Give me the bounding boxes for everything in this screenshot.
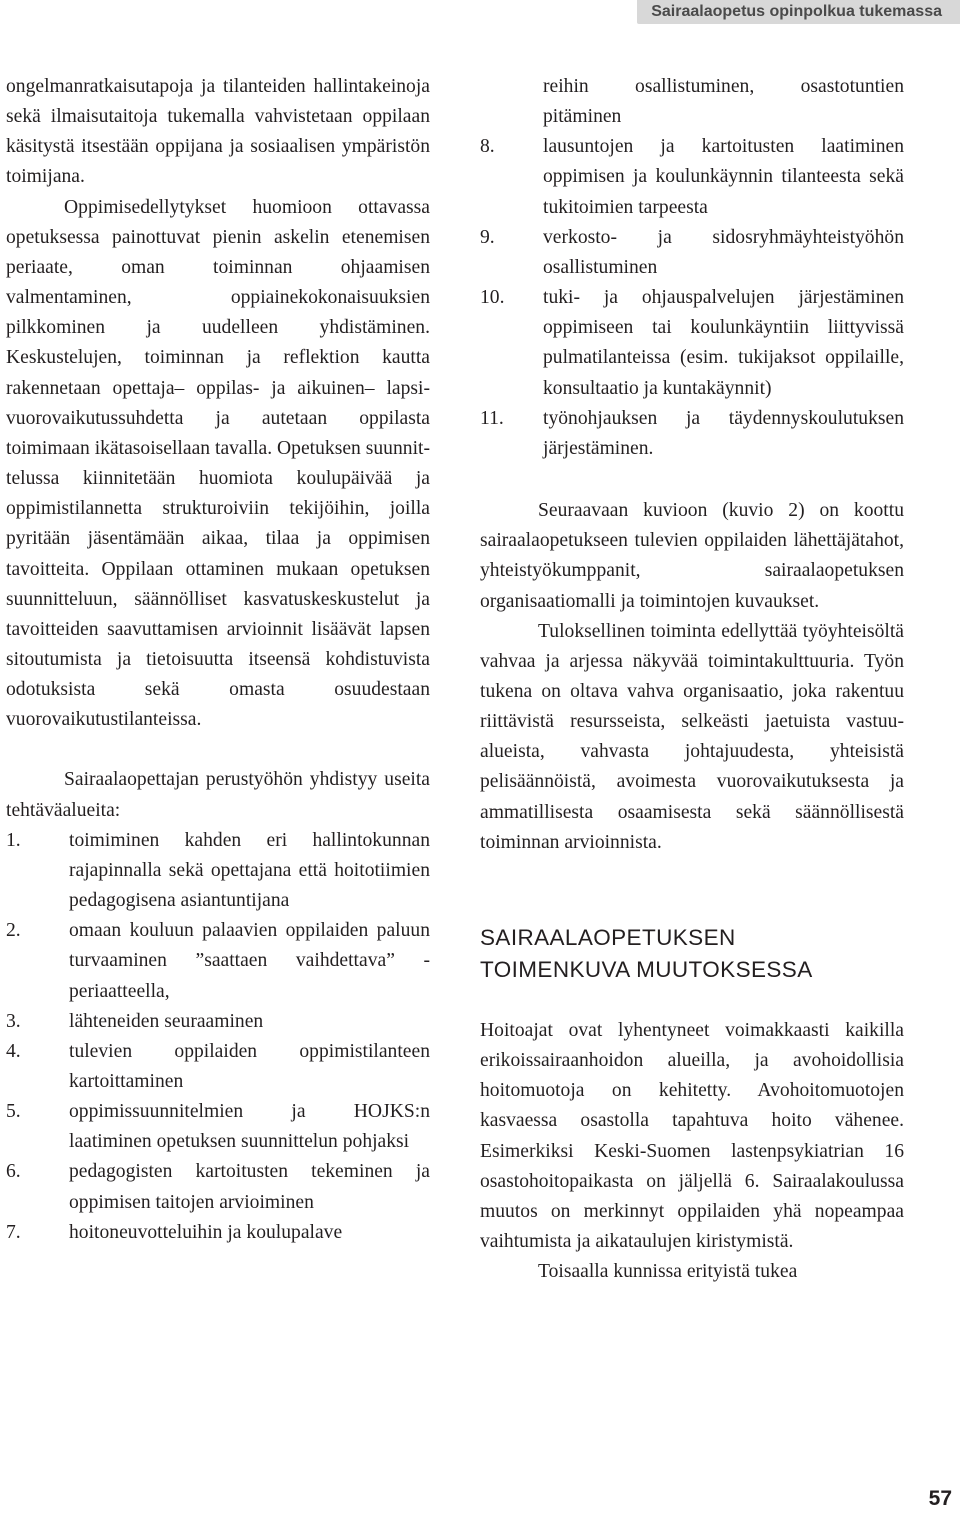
task-list-left xyxy=(6,826,430,1248)
paragraph-oppimisedellytykset: Oppimisedellytykset huomioon ottavassa opetuksessa painottuvat pienin askelin etenemisen periaate, oman toiminnan ohjaamisen valmentaminen, oppiainekokonaisuuksien pilkkominen ja uudelleen yhdistäminen. Keskustelujen, toiminnan ja reflektion kautta rakennetaan opettaja– oppilas- ja aikuinen– lapsi-vuorovaikutussuhdetta ja autetaan oppilasta toimimaan ikätasoisellaan tavalla. Opetuksen suunnittelussa kiinnitetään huomiota koulupäivää ja oppimistilannetta strukturoiviin tekijöihin, joilla pyritään jäsentämään aikaa, tilaa ja oppimisen tavoitteita. Oppilaan ottaminen mukaan opetuksen suunnitteluun, säännölliset kasvatuskeskustelut ja tavoitteiden saavuttamisen arvioinnit lisäävät lapsen sitoutumista ja tietoisuutta itseensä kohdistuvista odotuksista sekä omasta osuudestaan vuorovaikutustilanteissa. xyxy=(6,196,430,731)
list-item-number: 8. xyxy=(480,136,495,158)
spacer xyxy=(480,986,904,1016)
list-item-text: verkosto- ja sidosryhmäyhteistyöhön osallistuminen xyxy=(543,226,904,278)
list-item-text: työnohjauksen ja täydennyskoulutuksen järjestäminen. xyxy=(543,407,904,459)
list-item xyxy=(480,223,904,283)
list-item-number: 6. xyxy=(6,1161,21,1183)
left-column xyxy=(6,72,430,1248)
list-item-number: 9. xyxy=(480,226,495,248)
list-item-number: 5. xyxy=(6,1101,21,1123)
list-item-text: tulevien oppilaiden oppimistilanteen kartoittaminen xyxy=(69,1040,430,1092)
list-item xyxy=(6,1157,430,1217)
right-column xyxy=(480,72,904,1287)
list-item xyxy=(480,404,904,464)
list-item xyxy=(6,1007,430,1037)
section-heading-line-1: SAIRAALAOPETUKSEN xyxy=(480,924,736,950)
list-item-number: 2. xyxy=(6,920,21,942)
paragraph-kuvio: Seuraavaan kuvioon (kuvio 2) on koottu sairaalaopetukseen tulevien oppilaiden lähettäjätahot, yhteistyökumppanit, sairaalaopetuksen organisaatiomalli ja toimintojen kuvaukset. xyxy=(480,500,904,612)
list-item xyxy=(6,1097,430,1157)
paragraph-hoitoajat: Hoitoajat ovat lyhentyneet voimakkaasti kaikilla erikoissairaanhoidon alueilla, ja avohoidollisia hoitomuotoja on kehitetty. Avohoitomuotojen kasvaessa osastolla tapahtuva hoito vähenee. Esimerkiksi Keski-Suomen lastenpsykiatrian 16 osastohoitopaikasta on jäljellä 6. Sairaalakoulussa muutos on merkinnyt oppilaiden yhä nopeampaa vaihtumista ja aikataulujen kiristymistä. xyxy=(480,1019,904,1252)
list-item-text: pedagogisten kartoitusten tekeminen ja oppimisen taitojen arvioiminen xyxy=(69,1161,430,1213)
paragraph-toisaalla: Toisaalla kunnissa erityistä tukea xyxy=(538,1261,798,1283)
list-item-number: 10. xyxy=(480,287,505,309)
list-item-text: tuki- ja ohjauspalvelujen järjestäminen oppimiseen tai koulunkäyntiin liittyvissä pulmatilanteissa (esim. tukijaksot oppilaille, konsultaatio ja kuntakäynnit) xyxy=(543,287,904,399)
list-item-text: toimiminen kahden eri hallintokunnan rajapinnalla sekä opettajana että hoitotiimien pedagogisena asiantuntijana xyxy=(69,829,430,912)
list-item-number: 3. xyxy=(6,1010,21,1032)
spacer xyxy=(6,735,430,765)
task-list-right xyxy=(480,132,904,464)
spacer xyxy=(480,858,904,922)
list-item-text: lausuntojen ja kartoitusten laatiminen oppimisen ja koulunkäynnin tilanteesta sekä tukitoimien tarpeesta xyxy=(543,136,904,218)
list-intro: Sairaalaopettajan perustyöhön yhdistyy useita tehtäväalueita: xyxy=(6,769,430,821)
paragraph-toiminta: Tuloksellinen toiminta edellyttää työyhteisöltä vahvaa ja arjessa näkyvää toimintakulttuuria. Työn tukena on oltava vahva organisaatio, joka rakentuu riittävistä resursseista, selkeästi jaetuista vastuualueista, vahvasta johtajuudesta, yhteisistä pelisäännöistä, avoimesta vuorovaikutuksesta ja ammatillisesta osaamisesta sekä säännöllisestä toiminnan arvioinnista. xyxy=(480,620,904,853)
list-item-text: hoitoneuvotteluihin ja koulupalave xyxy=(69,1221,343,1243)
list-item-text: lähteneiden seuraaminen xyxy=(69,1010,264,1032)
list-item xyxy=(6,1218,430,1248)
list-item xyxy=(6,1037,430,1097)
list-item-number: 4. xyxy=(6,1040,21,1062)
list-item xyxy=(480,132,904,222)
list-item-text: omaan kouluun palaavien oppilaiden paluun turvaaminen ”saattaen vaihdettava” -periaatteella, xyxy=(69,920,430,1002)
section-heading xyxy=(480,922,904,986)
list-item-number: 11. xyxy=(480,407,504,429)
running-header: Sairaalaopetus opinpolkua tukemassa xyxy=(637,0,960,24)
page-number: 57 xyxy=(928,1487,952,1510)
list-item-number: 1. xyxy=(6,829,21,851)
list-item xyxy=(480,283,904,404)
list-item-text: oppimissuunnitelmien ja HOJKS:n laatiminen opetuksen suunnittelun pohjaksi xyxy=(69,1101,430,1153)
paragraph-continued: ongelmanratkaisutapoja ja tilanteiden hallintakeinoja sekä ilmaisutaitoja tukemalla vahvistetaan oppilaan käsitystä itsestään oppijana ja sosiaalisen ympäristön toimijana. xyxy=(6,76,430,188)
list-item-continued: reihin osallistuminen, osastotuntien pitäminen xyxy=(543,76,904,128)
list-item xyxy=(6,916,430,1006)
list-item-number: 7. xyxy=(6,1221,21,1243)
list-item xyxy=(6,826,430,916)
spacer xyxy=(480,464,904,496)
section-heading-line-2: TOIMENKUVA MUUTOKSESSA xyxy=(480,956,813,982)
